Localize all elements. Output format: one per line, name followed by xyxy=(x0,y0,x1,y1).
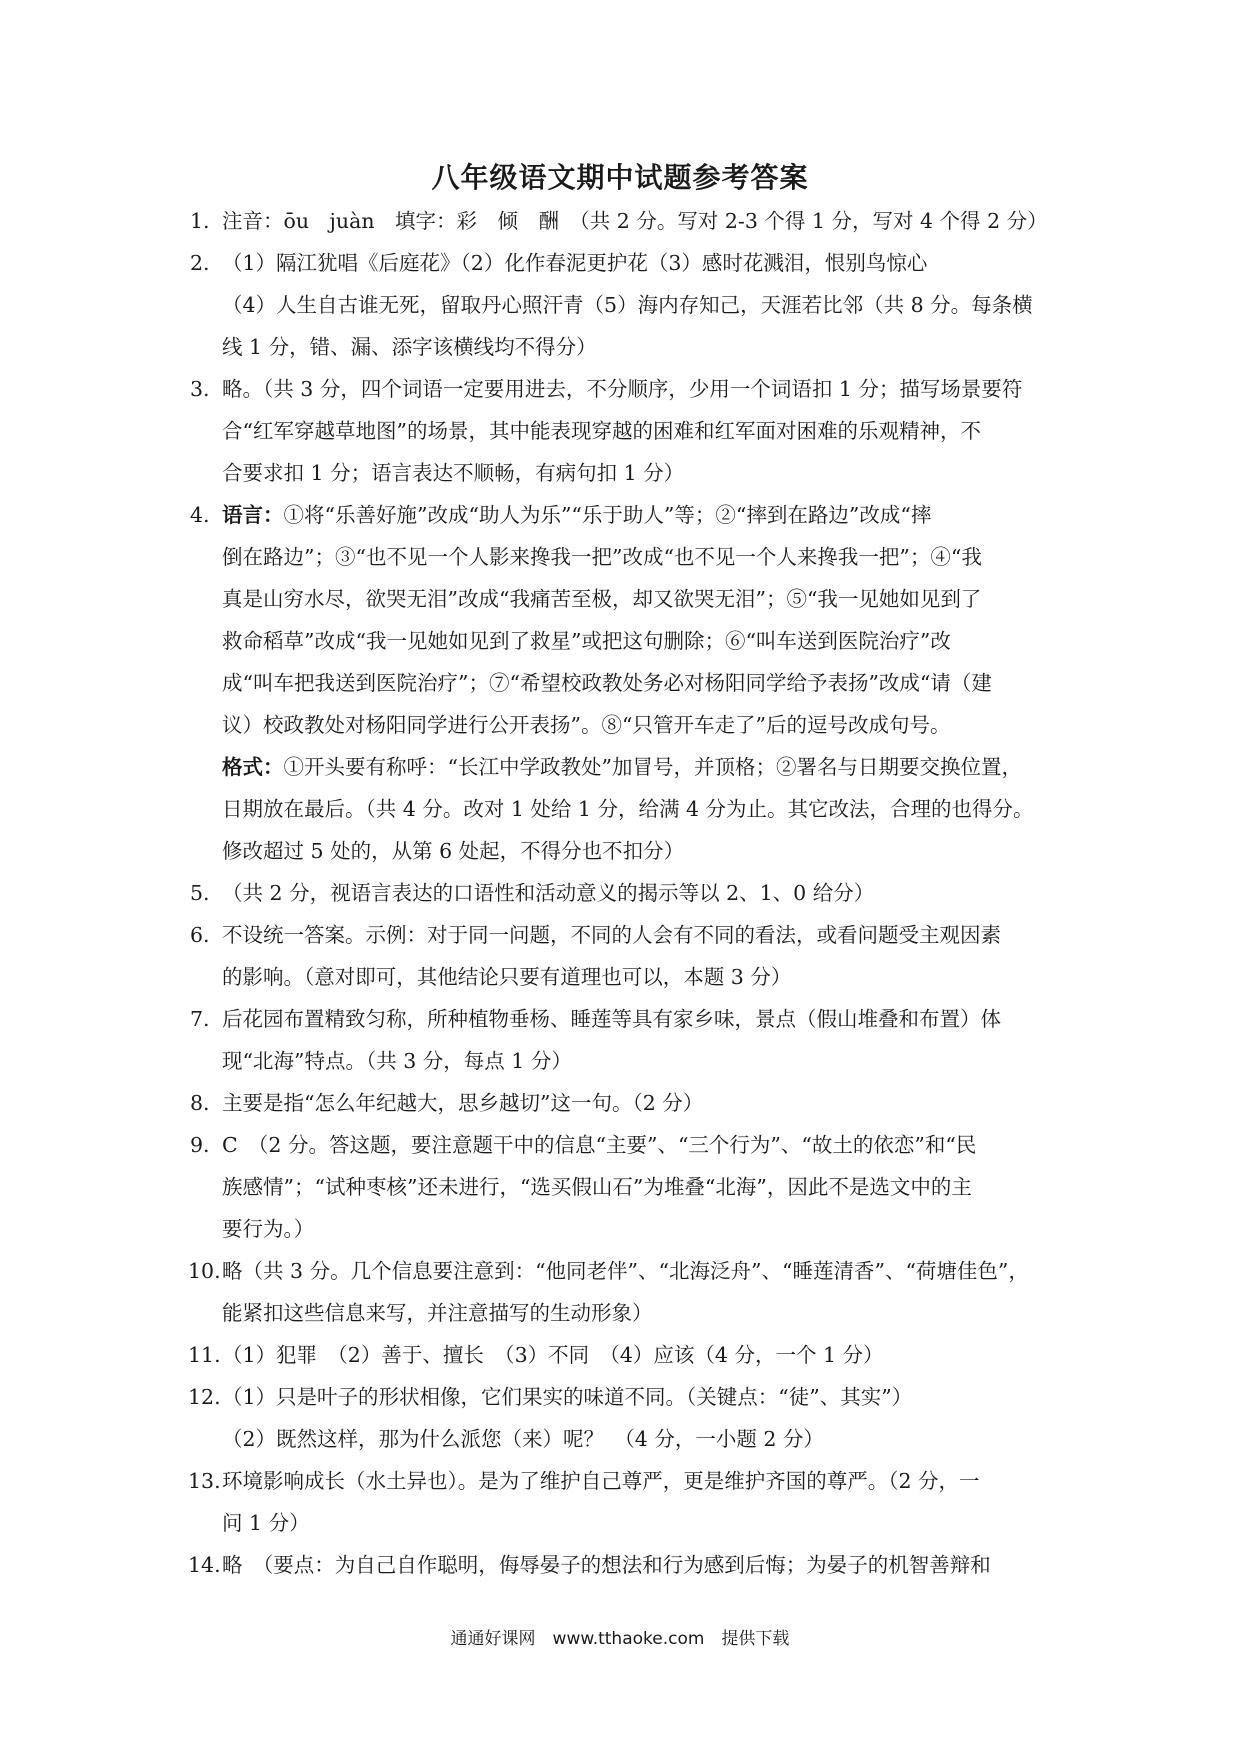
answer-line xyxy=(222,452,1070,494)
answer-text: 主要是指“怎么年纪越大，思乡越切”这一句。（2 分） xyxy=(222,1091,704,1115)
answer-text: 修改超过 5 处的，从第 6 处起，不得分也不扣分） xyxy=(222,839,685,863)
answer-number: 1. xyxy=(190,209,210,233)
answer-number: 14. xyxy=(188,1553,221,1577)
answer-item xyxy=(190,242,1070,368)
answer-number: 10. xyxy=(188,1259,221,1283)
answer-line xyxy=(222,578,1070,620)
answer-text: 的影响。（意对即可，其他结论只要有道理也可以，本题 3 分） xyxy=(222,965,792,989)
answer-line xyxy=(222,1166,1070,1208)
answer-line xyxy=(222,830,1070,872)
answer-text: 略。（共 3 分，四个词语一定要用进去，不分顺序，少用一个词语扣 1 分；描写场景要符 xyxy=(222,377,1023,401)
answer-number: 4. xyxy=(190,503,210,527)
answer-item xyxy=(190,1334,1070,1376)
answer-item xyxy=(190,1460,1070,1544)
answer-line xyxy=(222,1292,1070,1334)
answer-text: 问 1 分） xyxy=(222,1511,310,1535)
answer-item xyxy=(190,914,1070,998)
answer-item xyxy=(190,1250,1070,1334)
answer-text: 族感情”；“试种枣核”还未进行，“选买假山石”为堆叠“北海”，因此不是选文中的主 xyxy=(222,1175,972,1199)
answer-text: （1）只是叶子的形状相像，它们果实的味道不同。（关键点：“徒”、其实”） xyxy=(222,1385,913,1409)
answer-line xyxy=(222,410,1070,452)
answer-item xyxy=(190,1082,1070,1124)
answer-line xyxy=(222,536,1070,578)
answer-text: 略（共 3 分。几个信息要注意到：“他同老伴”、“北海泛舟”、“睡莲清香”、“荷塘佳色”， xyxy=(222,1259,1029,1283)
answer-item xyxy=(190,872,1070,914)
answer-item xyxy=(190,1376,1070,1460)
answer-text: 后花园布置精致匀称，所种植物垂杨、睡莲等具有家乡味，景点（假山堆叠和布置）体 xyxy=(222,1007,1001,1031)
answer-line xyxy=(222,1334,1070,1376)
answer-text: 合“红军穿越草地图”的场景，其中能表现穿越的困难和红军面对困难的乐观精神，不 xyxy=(222,419,981,443)
answer-number: 8. xyxy=(190,1091,210,1115)
answer-text: 日期放在最后。（共 4 分。改对 1 处给 1 分，给满 4 分为止。其它改法，合理的也得分。 xyxy=(222,797,1034,821)
answer-line xyxy=(222,914,1070,956)
answer-number: 9. xyxy=(190,1133,210,1157)
answer-line xyxy=(222,1124,1070,1166)
answer-text: （2）既然这样，那为什么派您（来）呢？ （4 分，一小题 2 分） xyxy=(222,1427,824,1451)
answer-line xyxy=(222,872,1070,914)
answer-line xyxy=(222,788,1070,830)
answer-line xyxy=(222,1250,1070,1292)
answer-item xyxy=(190,1544,1070,1586)
section-label: 语言： xyxy=(222,503,284,527)
answer-text: 倒在路边”；③“也不见一个人影来搀我一把”改成“也不见一个人来搀我一把”；④“我 xyxy=(222,545,982,569)
answer-text: （4）人生自古谁无死，留取丹心照汗青（5）海内存知己，天涯若比邻（共 8 分。每条横 xyxy=(222,293,1033,317)
answer-list xyxy=(190,200,1070,1586)
answer-item xyxy=(190,494,1070,872)
answer-text: ①开头要有称呼：“长江中学政教处”加冒号，并顶格；②署名与日期要交换位置， xyxy=(283,755,1022,779)
answer-text: 不设统一答案。示例：对于同一问题，不同的人会有不同的看法，或看问题受主观因素 xyxy=(222,923,1001,947)
answer-line xyxy=(222,746,1070,788)
answer-text: 议）校政教处对杨阳同学进行公开表扬”。⑧“只管开车走了”后的逗号改成句号。 xyxy=(222,713,951,737)
answer-item xyxy=(190,998,1070,1082)
answer-line xyxy=(222,956,1070,998)
answer-number: 13. xyxy=(188,1469,221,1493)
answer-number: 2. xyxy=(190,251,210,275)
answer-text: 现“北海”特点。（共 3 分，每点 1 分） xyxy=(222,1049,572,1073)
answer-number: 3. xyxy=(190,377,210,401)
answer-number: 6. xyxy=(190,923,210,947)
answer-line xyxy=(222,242,1070,284)
page-title: 八年级语文期中试题参考答案 xyxy=(431,161,809,194)
answer-line xyxy=(222,326,1070,368)
answer-text: 环境影响成长（水土异也）。是为了维护自己尊严，更是维护齐国的尊严。（2 分，一 xyxy=(222,1469,980,1493)
page-footer: 通通好课网 www.tthaoke.com 提供下载 xyxy=(450,1629,790,1649)
answer-text: 合要求扣 1 分；语言表达不顺畅，有病句扣 1 分） xyxy=(222,461,685,485)
answer-text: （共 2 分，视语言表达的口语性和活动意义的揭示等以 2、1、0 给分） xyxy=(222,881,875,905)
answer-text: C （2 分。答这题，要注意题干中的信息“主要”、“三个行为”、“故土的依恋”和“民 xyxy=(222,1133,977,1157)
answer-line xyxy=(222,1418,1070,1460)
answer-line xyxy=(222,1082,1070,1124)
answer-number: 11. xyxy=(188,1343,221,1367)
answer-line xyxy=(222,494,1070,536)
answer-line xyxy=(222,620,1070,662)
answer-item xyxy=(190,1124,1070,1250)
answer-text: 略 （要点：为自己自作聪明，侮辱晏子的想法和行为感到后悔；为晏子的机智善辩和 xyxy=(222,1553,991,1577)
answer-line xyxy=(222,284,1070,326)
answer-text: 能紧扣这些信息来写，并注意描写的生动形象） xyxy=(222,1301,653,1325)
answer-line xyxy=(222,704,1070,746)
answer-text: 成“叫车把我送到医院治疗”；⑦“希望校政教处务必对杨阳同学给予表扬”改成“请（建 xyxy=(222,671,992,695)
answer-text: （1）隔江犹唱《后庭花》（2）化作春泥更护花（3）感时花溅泪，恨别鸟惊心 xyxy=(222,251,928,275)
answer-line xyxy=(222,200,1070,242)
answer-number: 7. xyxy=(190,1007,210,1031)
answer-line xyxy=(222,1460,1070,1502)
answer-text: （1）犯罪 （2）善于、擅长 （3）不同 （4）应该（4 分，一个 1 分） xyxy=(222,1343,884,1367)
answer-text: 要行为。） xyxy=(222,1217,315,1241)
answer-line xyxy=(222,1502,1070,1544)
answer-line xyxy=(222,1376,1070,1418)
answer-line xyxy=(222,1040,1070,1082)
section-label: 格式： xyxy=(222,755,284,779)
answer-line xyxy=(222,662,1070,704)
answer-number: 12. xyxy=(188,1385,221,1409)
answer-text: 注音：ōu juàn 填字：彩 倾 酬 （共 2 分。写对 2-3 个得 1 分，写对 4 个得 2 分） xyxy=(222,209,1048,233)
answer-text: 救命稻草”改成“我一见她如见到了救星”或把这句删除；⑥“叫车送到医院治疗”改 xyxy=(222,629,951,653)
answer-text: 线 1 分，错、漏、添字该横线均不得分） xyxy=(222,335,597,359)
answer-text: 真是山穷水尽，欲哭无泪”改成“我痛苦至极，却又欲哭无泪”；⑤“我一见她如见到了 xyxy=(222,587,982,611)
answer-number: 5. xyxy=(190,881,210,905)
answer-item xyxy=(190,200,1070,242)
answer-line xyxy=(222,368,1070,410)
answer-text: ①将“乐善好施”改成“助人为乐”“乐于助人”等；②“摔到在路边”改成“摔 xyxy=(283,503,932,527)
answer-item xyxy=(190,368,1070,494)
answer-line xyxy=(222,1208,1070,1250)
answer-line xyxy=(222,998,1070,1040)
answer-line xyxy=(222,1544,1070,1586)
